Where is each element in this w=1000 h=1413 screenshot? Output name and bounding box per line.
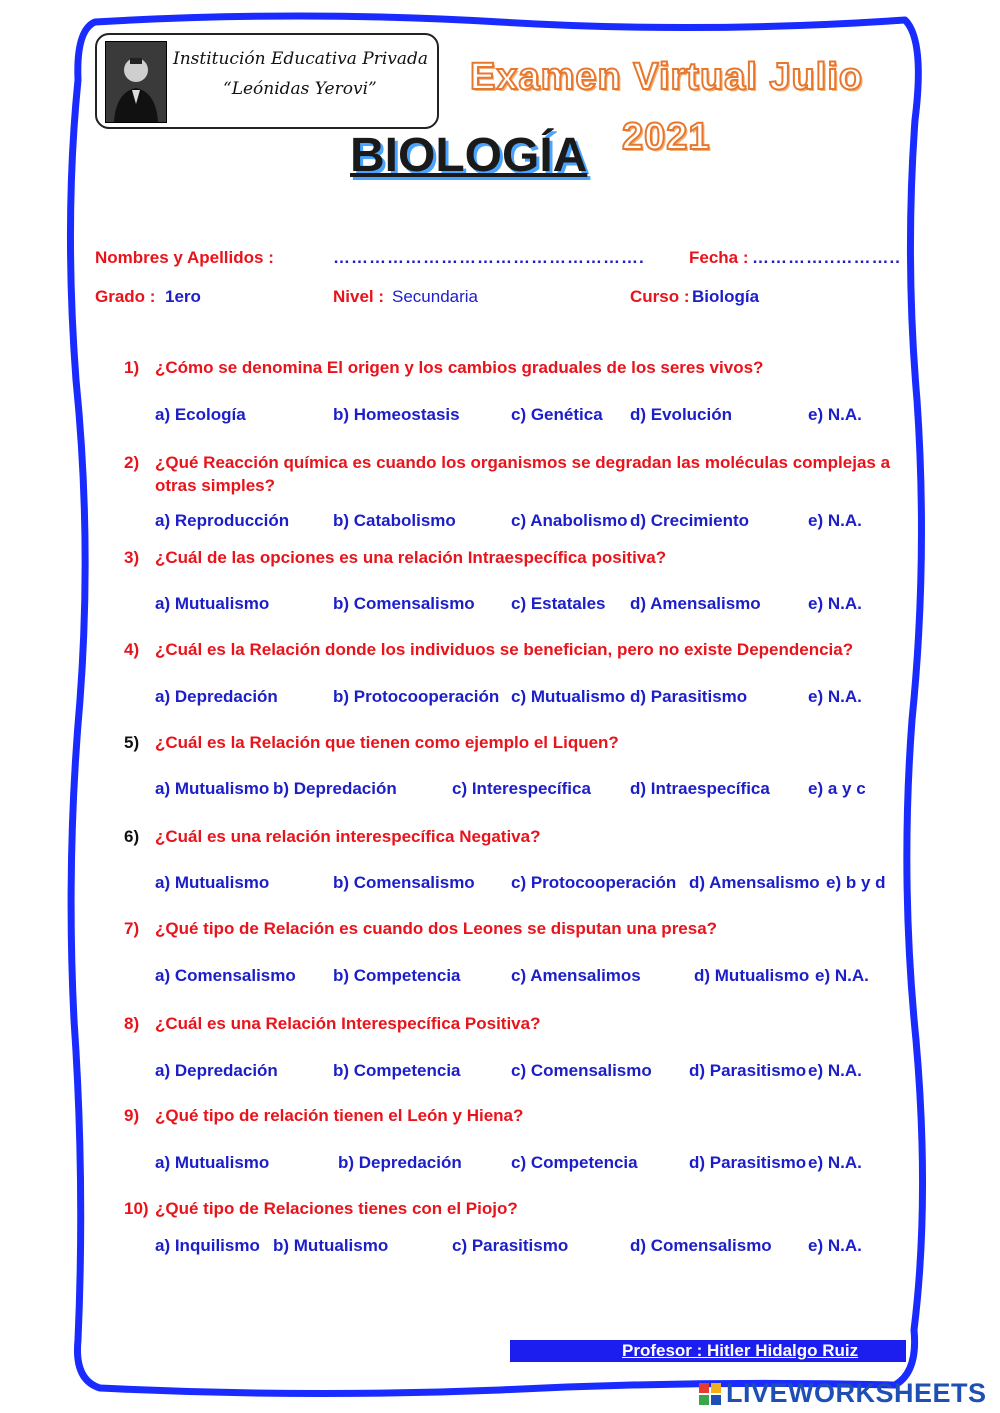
- exam-title: Examen Virtual Julio: [470, 56, 864, 98]
- answer-option[interactable]: b) Comensalismo: [333, 873, 475, 892]
- answer-option[interactable]: b) Competencia: [333, 1061, 461, 1080]
- answer-option[interactable]: c) Amensalimos: [511, 966, 641, 985]
- answer-option[interactable]: c) Anabolismo: [511, 511, 628, 530]
- question-number: 7): [124, 919, 140, 938]
- question-text: ¿Cuál es la Relación donde los individuos se benefician, pero no existe Dependencia?: [155, 640, 854, 659]
- answer-option[interactable]: d) Amensalismo: [630, 594, 761, 613]
- institution-school-name: “Leónidas Yerovi”: [223, 79, 377, 99]
- answer-option[interactable]: a) Depredación: [155, 687, 278, 706]
- answer-option[interactable]: e) N.A.: [808, 594, 862, 613]
- institution-logo-box: [95, 33, 439, 129]
- answer-option[interactable]: b) Depredación: [338, 1153, 462, 1172]
- answer-option[interactable]: a) Mutualismo: [155, 779, 270, 798]
- answer-option[interactable]: b) Mutualismo: [273, 1236, 389, 1255]
- question-number: 2): [124, 453, 140, 472]
- question-text: ¿Cuál es una relación interespecífica Negativa?: [155, 827, 541, 846]
- question-number: 1): [124, 358, 140, 377]
- answer-option[interactable]: b) Comensalismo: [333, 594, 475, 613]
- question-text-continued: otras simples?: [155, 476, 275, 495]
- name-field[interactable]: …………………………………………….: [333, 248, 645, 267]
- answer-option[interactable]: c) Mutualismo: [511, 687, 626, 706]
- answer-option[interactable]: a) Mutualismo: [155, 1153, 270, 1172]
- answer-option[interactable]: d) Amensalismo: [689, 873, 820, 892]
- answer-option[interactable]: b) Homeostasis: [333, 405, 460, 424]
- answer-option[interactable]: a) Reproducción: [155, 511, 290, 530]
- answer-option[interactable]: e) N.A.: [808, 1236, 862, 1255]
- liveworksheets-logo-icon: [698, 1382, 722, 1406]
- founder-portrait: [105, 41, 167, 123]
- answer-option[interactable]: a) Inquilismo: [155, 1236, 260, 1255]
- question-number: 9): [124, 1106, 140, 1125]
- question-number: 4): [124, 640, 140, 659]
- date-label: Fecha :: [689, 248, 749, 267]
- answer-option[interactable]: c) Comensalismo: [511, 1061, 652, 1080]
- answer-option[interactable]: d) Crecimiento: [630, 511, 750, 530]
- answer-option[interactable]: d) Parasitismo: [689, 1153, 807, 1172]
- answer-option[interactable]: d) Evolución: [630, 405, 732, 424]
- answer-option[interactable]: e) N.A.: [808, 1061, 862, 1080]
- question-text: ¿Cuál es la Relación que tienen como ejemplo el Liquen?: [155, 733, 619, 752]
- answer-option[interactable]: b) Protocooperación: [333, 687, 500, 706]
- answer-option[interactable]: c) Interespecífica: [452, 779, 591, 798]
- answer-option[interactable]: a) Mutualismo: [155, 873, 270, 892]
- institution-name: Institución Educativa Privada: [173, 49, 429, 69]
- answer-option[interactable]: a) Comensalismo: [155, 966, 296, 985]
- question-number: 8): [124, 1014, 140, 1033]
- answer-option[interactable]: a) Depredación: [155, 1061, 278, 1080]
- answer-option[interactable]: c) Parasitismo: [452, 1236, 569, 1255]
- course-label: Curso :: [630, 287, 690, 306]
- question-text: ¿Cuál es una Relación Interespecífica Positiva?: [155, 1014, 541, 1033]
- answer-option[interactable]: e) b y d: [826, 873, 886, 892]
- date-field[interactable]: …………..………..: [752, 248, 901, 267]
- name-label: Nombres y Apellidos :: [95, 248, 274, 267]
- course-value: Biología: [692, 287, 760, 306]
- answer-option[interactable]: d) Mutualismo: [694, 966, 810, 985]
- answer-option[interactable]: a) Mutualismo: [155, 594, 270, 613]
- answer-option[interactable]: b) Depredación: [273, 779, 397, 798]
- answer-option[interactable]: b) Catabolismo: [333, 511, 456, 530]
- question-number: 5): [124, 733, 140, 752]
- question-text: ¿Cuál de las opciones es una relación Intraespecífica positiva?: [155, 548, 667, 567]
- level-value: Secundaria: [392, 287, 479, 306]
- question-text: ¿Qué tipo de Relación es cuando dos Leones se disputan una presa?: [155, 919, 718, 938]
- answer-option[interactable]: b) Competencia: [333, 966, 461, 985]
- grade-value: 1ero: [165, 287, 201, 306]
- answer-option[interactable]: d) Parasitismo: [689, 1061, 807, 1080]
- answer-option[interactable]: e) N.A.: [815, 966, 869, 985]
- level-label: Nivel :: [333, 287, 385, 306]
- answer-option[interactable]: d) Comensalismo: [630, 1236, 772, 1255]
- answer-option[interactable]: e) N.A.: [808, 1153, 862, 1172]
- question-number: 3): [124, 548, 140, 567]
- question-text: ¿Qué tipo de Relaciones tienes con el Piojo?: [155, 1199, 518, 1218]
- answer-option[interactable]: c) Genética: [511, 405, 603, 424]
- question-text: ¿Qué Reacción química es cuando los organismos se degradan las moléculas complejas a: [155, 453, 891, 472]
- answer-option[interactable]: e) a y c: [808, 779, 866, 798]
- question-text: ¿Cómo se denomina El origen y los cambios graduales de los seres vivos?: [155, 358, 764, 377]
- professor-name: Profesor : Hitler Hidalgo Ruiz: [622, 1341, 859, 1360]
- subject-title: BIOLOGÍA: [350, 129, 588, 182]
- answer-option[interactable]: a) Ecología: [155, 405, 246, 424]
- answer-option[interactable]: d) Parasitismo: [630, 687, 748, 706]
- question-text: ¿Qué tipo de relación tienen el León y Hiena?: [155, 1106, 524, 1125]
- exam-year: 2021: [622, 116, 711, 158]
- answer-option[interactable]: d) Intraespecífica: [630, 779, 770, 798]
- answer-option[interactable]: c) Estatales: [511, 594, 606, 613]
- answer-option[interactable]: e) N.A.: [808, 405, 862, 424]
- answer-option[interactable]: c) Competencia: [511, 1153, 638, 1172]
- answer-option[interactable]: e) N.A.: [808, 511, 862, 530]
- question-number: 6): [124, 827, 140, 846]
- question-number: 10): [124, 1199, 149, 1218]
- answer-option[interactable]: e) N.A.: [808, 687, 862, 706]
- liveworksheets-watermark: LIVEWORKSHEETS: [726, 1378, 987, 1408]
- answer-option[interactable]: c) Protocooperación: [511, 873, 677, 892]
- grade-label: Grado :: [95, 287, 156, 306]
